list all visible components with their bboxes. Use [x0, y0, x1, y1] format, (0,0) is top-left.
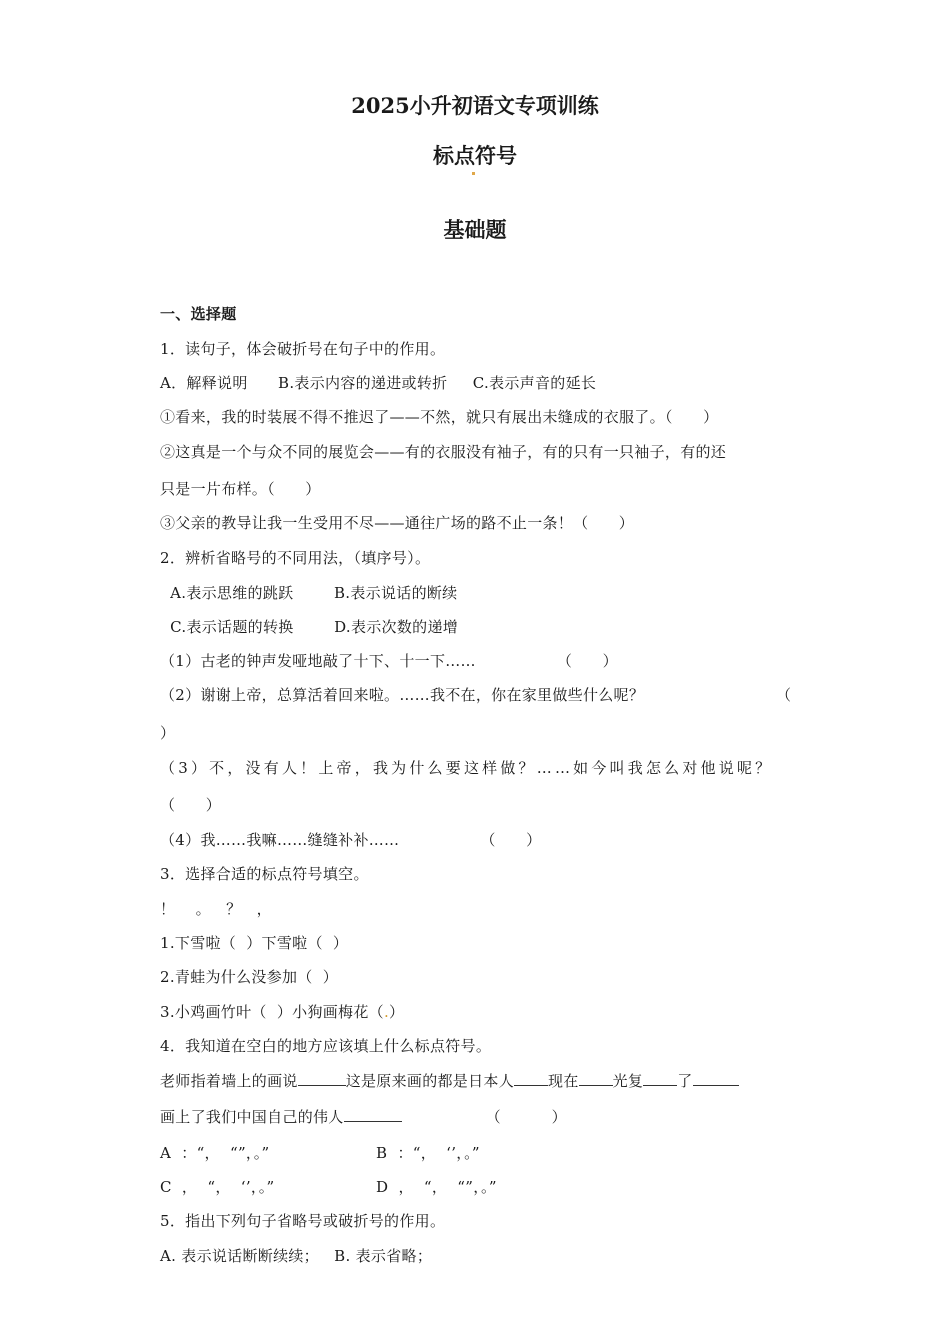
q1-sentence-2-line-1: ②这真是一个与众不同的展览会——有的衣服没有袖子，有的只有一只袖子，有的还: [160, 443, 727, 461]
q4-option-c: C ， “， ‘’，。”: [160, 1178, 275, 1196]
q4-option-b: B ：“， ‘’，。”: [376, 1144, 480, 1162]
q1-sentence-2-line-2: 只是一片布样。（ ）: [160, 480, 321, 498]
q2-options-ab: A.表示思维的跳跃 B.表示说话的断续: [160, 584, 458, 602]
q1-options: A．解释说明 B.表示内容的递进或转折 C.表示声音的延长: [160, 374, 597, 392]
q4-answer-paren: （ ）: [485, 1108, 567, 1126]
q2-item-2: （2）谢谢上帝，总算活着回来啦。……我不在，你在家里做些什么呢？: [160, 686, 645, 704]
q4-passage-line-1: [160, 1070, 739, 1091]
blank-2: [514, 1071, 548, 1086]
blank-3: [579, 1071, 613, 1086]
q3-item-1: 1.下雪啦（ ）下雪啦（ ）: [160, 934, 349, 952]
blank-6: [344, 1107, 402, 1122]
q3-stem: 3．选择合适的标点符号填空。: [160, 865, 369, 883]
q4-text-e: 了: [677, 1072, 693, 1090]
blank-4: [643, 1071, 677, 1086]
q2-item-2-close: ）: [160, 724, 176, 742]
q4-text-f: 画上了我们中国自己的伟人: [160, 1108, 344, 1126]
q3-item-2: 2.青蛙为什么没参加（ ）: [160, 968, 339, 986]
section-heading: 一、选择题: [160, 305, 237, 323]
q3-item-3-dot: .: [383, 1003, 390, 1021]
q5-stem: 5．指出下列句子省略号或破折号的作用。: [160, 1212, 446, 1230]
q2-item-3-paren: （ ）: [160, 796, 222, 814]
q4-text-a: 老师指着墙上的画说: [160, 1072, 298, 1090]
q4-option-d: D ， “， “”，。”: [376, 1178, 497, 1196]
decorative-dot: [472, 172, 475, 175]
document-subtitle: 标点符号: [433, 143, 517, 168]
blank-1: [298, 1071, 346, 1086]
q4-text-b: 这是原来画的都是日本人: [345, 1072, 515, 1090]
document-title: 2025小升初语文专项训练: [351, 93, 599, 118]
q4-option-a: A ：“， “”，。”: [160, 1144, 270, 1162]
q1-stem: 1．读句子，体会破折号在句子中的作用。: [160, 340, 446, 358]
q4-text-c: 现在: [548, 1072, 579, 1090]
q3-item-3-text: 3.小鸡画竹叶（ ）小狗画梅花（: [160, 1003, 384, 1021]
q2-item-2-paren: （: [776, 686, 792, 704]
q4-passage-line-2: [160, 1106, 567, 1127]
q2-stem: 2．辨析省略号的不同用法，（填序号）。: [160, 549, 431, 567]
blank-5: [693, 1071, 739, 1086]
q3-marks: ！ 。 ？ ，: [160, 900, 272, 918]
q2-item-1: （1）古老的钟声发哑地敲了十下、十一下…… （ ）: [160, 652, 618, 670]
q2-item-4: （4）我……我嘛……缝缝补补…… （ ）: [160, 831, 542, 849]
q3-item-3-close: ）: [389, 1003, 405, 1021]
q4-stem: 4．我知道在空白的地方应该填上什么标点符号。: [160, 1037, 492, 1055]
q1-sentence-1: ①看来，我的时装展不得不推迟了——不然，就只有展出未缝成的衣服了。（ ）: [160, 408, 719, 426]
level-heading: 基础题: [443, 217, 507, 242]
q2-item-3: （3）不，没有人！上帝，我为什么要这样做？……如今叫我怎么对他说呢？: [160, 759, 774, 777]
q2-options-cd: C.表示话题的转换 D.表示次数的递增: [160, 618, 459, 636]
q1-sentence-3: ③父亲的教导让我一生受用不尽——通往广场的路不止一条！（ ）: [160, 514, 635, 532]
q4-text-d: 光复: [612, 1072, 644, 1090]
q5-options: A. 表示说话断断续续； B. 表示省略；: [160, 1247, 433, 1265]
q3-item-3: [160, 1001, 404, 1022]
